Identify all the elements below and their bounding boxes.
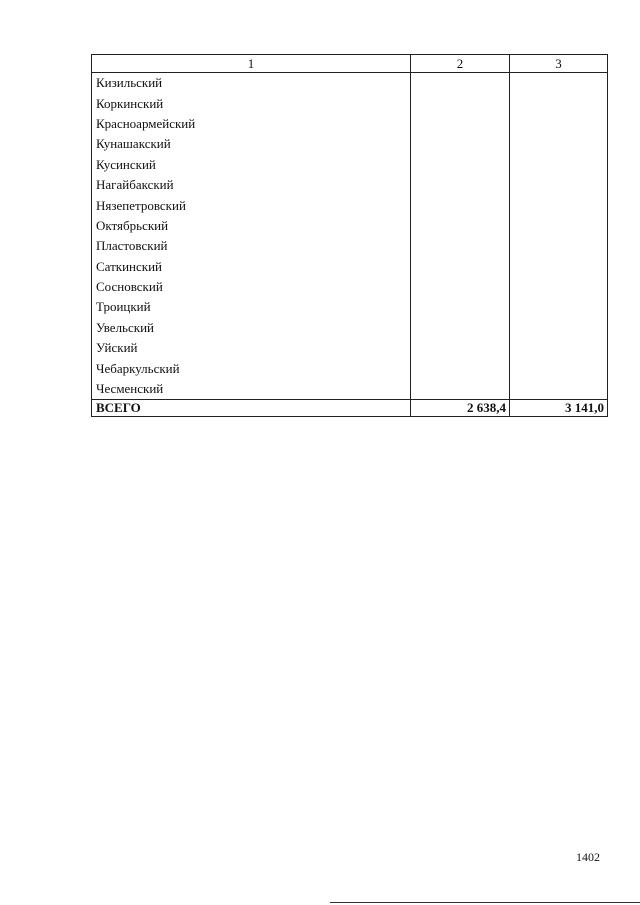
value-cell [510, 175, 608, 195]
value-cell [510, 134, 608, 154]
value-cell [411, 338, 510, 358]
district-name-cell: Чебаркульский [92, 358, 411, 378]
value-cell [510, 195, 608, 215]
table-row [92, 358, 608, 378]
value-cell [411, 155, 510, 175]
table-row [92, 338, 608, 358]
value-cell [411, 318, 510, 338]
value-cell [411, 236, 510, 256]
value-cell [411, 297, 510, 317]
total-col-2: 2 638,4 [411, 400, 510, 417]
page-number: 1402 [576, 850, 600, 864]
total-label: ВСЕГО [92, 400, 411, 417]
district-name-cell: Кусинский [92, 155, 411, 175]
table-row [92, 195, 608, 215]
table-row [92, 216, 608, 236]
value-cell [510, 379, 608, 400]
table-row [92, 155, 608, 175]
value-cell [411, 134, 510, 154]
table-header-row [92, 55, 608, 73]
district-name-cell: Октябрьский [92, 216, 411, 236]
table-row [92, 318, 608, 338]
value-cell [510, 216, 608, 236]
value-cell [411, 216, 510, 236]
value-cell [510, 114, 608, 134]
district-name-cell: Сосновский [92, 277, 411, 297]
value-cell [411, 257, 510, 277]
district-name-cell: Увельский [92, 318, 411, 338]
district-name-cell: Кунашакский [92, 134, 411, 154]
header-col-2: 2 [411, 55, 510, 73]
value-cell [510, 358, 608, 378]
header-col-3: 3 [510, 55, 608, 73]
district-name-cell: Саткинский [92, 257, 411, 277]
value-cell [411, 195, 510, 215]
table-row [92, 379, 608, 400]
value-cell [510, 155, 608, 175]
table-row [92, 73, 608, 94]
district-name-cell: Уйский [92, 338, 411, 358]
total-col-3: 3 141,0 [510, 400, 608, 417]
table-row [92, 114, 608, 134]
district-name-cell: Красноармейский [92, 114, 411, 134]
value-cell [510, 236, 608, 256]
table-row [92, 93, 608, 113]
value-cell [510, 338, 608, 358]
district-name-cell: Троицкий [92, 297, 411, 317]
district-name-cell: Нагайбакский [92, 175, 411, 195]
value-cell [510, 257, 608, 277]
district-name-cell: Чесменский [92, 379, 411, 400]
table-body [92, 73, 608, 417]
district-name-cell: Нязепетровский [92, 195, 411, 215]
district-name-cell: Пластовский [92, 236, 411, 256]
table-row [92, 175, 608, 195]
value-cell [411, 379, 510, 400]
value-cell [510, 73, 608, 94]
value-cell [411, 358, 510, 378]
district-name-cell: Коркинский [92, 93, 411, 113]
value-cell [411, 277, 510, 297]
table-row [92, 277, 608, 297]
value-cell [510, 93, 608, 113]
value-cell [510, 318, 608, 338]
value-cell [411, 73, 510, 94]
footer-divider [330, 902, 640, 903]
header-col-1: 1 [92, 55, 411, 73]
district-name-cell: Кизильский [92, 73, 411, 94]
table-row [92, 134, 608, 154]
value-cell [411, 114, 510, 134]
value-cell [411, 93, 510, 113]
table-row [92, 297, 608, 317]
data-table [91, 54, 608, 417]
value-cell [510, 277, 608, 297]
value-cell [510, 297, 608, 317]
value-cell [411, 175, 510, 195]
table-row [92, 257, 608, 277]
data-table-container [91, 54, 607, 417]
total-row [92, 400, 608, 417]
table-row [92, 236, 608, 256]
